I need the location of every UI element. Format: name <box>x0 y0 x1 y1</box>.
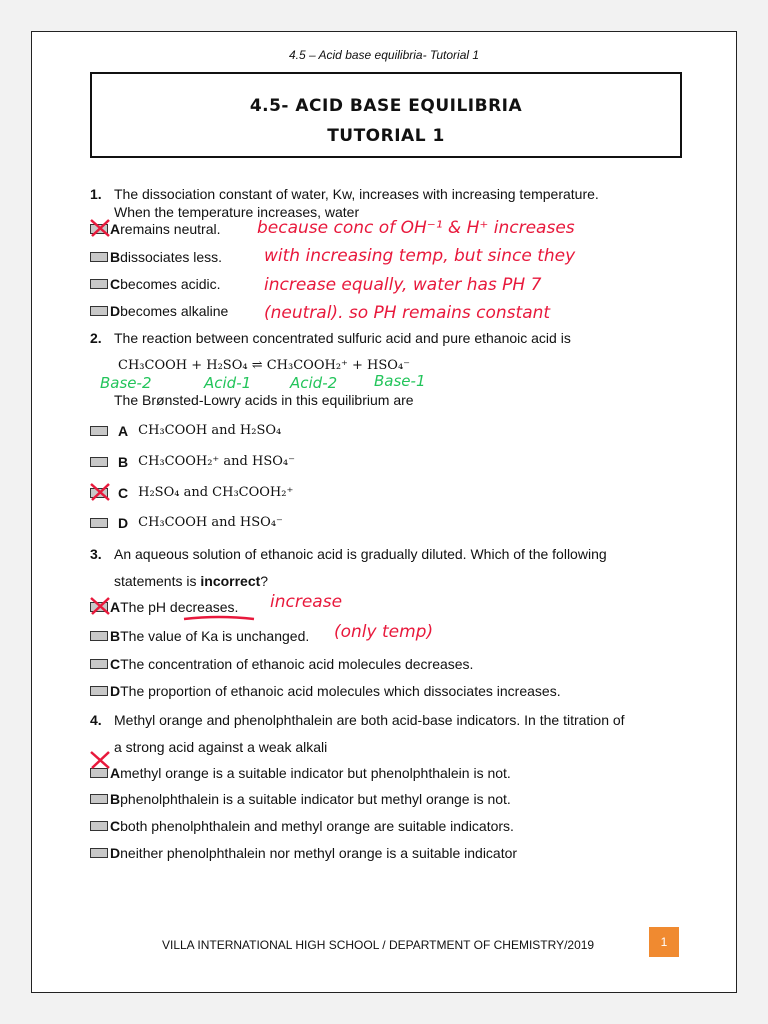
checkbox-icon[interactable] <box>90 821 108 831</box>
q4-number: 4. <box>90 712 102 728</box>
q1-option-b[interactable]: B dissociates less. <box>90 248 222 266</box>
checkbox-icon[interactable] <box>90 279 108 289</box>
checkbox-icon[interactable] <box>90 518 108 528</box>
handwritten-note-line3: increase equally, water has PH 7 <box>264 275 542 295</box>
q4-option-a[interactable]: A methyl orange is a suitable indicator but phenolphthalein is not. <box>90 764 511 782</box>
q3-number: 3. <box>90 546 102 562</box>
handwritten-note-line1: because conc of OH⁻¹ & H⁺ increases <box>257 218 575 238</box>
handwritten-note-line2: with increasing temp, but since they <box>264 246 576 266</box>
q1-number: 1. <box>90 186 102 202</box>
handwritten-note-increase: increase <box>270 592 343 612</box>
page-number-badge: 1 <box>649 927 679 957</box>
cross-mark-icon <box>89 482 111 502</box>
q3-text-line1: An aqueous solution of ethanoic acid is gradually diluted. Which of the following <box>114 546 607 562</box>
q2-text-line2: The Brønsted-Lowry acids in this equilibrium are <box>114 392 414 408</box>
checkbox-icon[interactable] <box>90 252 108 262</box>
q1-option-c[interactable]: C becomes acidic. <box>90 275 221 293</box>
q4-option-c[interactable]: C both phenolphthalein and methyl orange are suitable indicators. <box>90 817 514 835</box>
checkbox-icon[interactable] <box>90 794 108 804</box>
label-base-1: Base-1 <box>374 372 426 390</box>
q4-text-line1: Methyl orange and phenolphthalein are both acid-base indicators. In the titration of <box>114 712 625 728</box>
running-header: 4.5 – Acid base equilibria- Tutorial 1 <box>288 48 480 62</box>
checkbox-icon[interactable] <box>90 631 108 641</box>
q2-equation: CH₃COOH + H₂SO₄ ⇌ CH₃COOH₂⁺ + HSO₄⁻ <box>118 358 411 373</box>
checkbox-icon[interactable] <box>90 848 108 858</box>
checkbox-icon[interactable] <box>90 426 108 436</box>
title-box <box>90 72 682 158</box>
cross-mark-icon <box>89 596 111 616</box>
checkbox-icon[interactable] <box>90 457 108 467</box>
q4-text-line2: a strong acid against a weak alkali <box>114 739 328 755</box>
cross-mark-icon <box>89 218 111 238</box>
handwritten-note-only-temp: (only temp) <box>334 622 434 642</box>
q1-option-d[interactable]: D becomes alkaline <box>90 302 228 320</box>
footer-text: VILLA INTERNATIONAL HIGH SCHOOL / DEPARTMENT OF CHEMISTRY/2019 <box>162 938 595 952</box>
checkbox-icon[interactable] <box>90 686 108 696</box>
q2-option-d[interactable]: D CH₃COOH and HSO₄⁻ <box>90 514 283 532</box>
title-line-1: 4.5- ACID BASE EQUILIBRIA <box>249 96 523 116</box>
q1-option-a[interactable]: A remains neutral. <box>90 220 221 238</box>
handwritten-note-line4: (neutral). so PH remains constant <box>264 303 551 323</box>
q2-text: The reaction between concentrated sulfuric acid and pure ethanoic acid is <box>114 330 571 346</box>
q2-option-b[interactable]: B CH₃COOH₂⁺ and HSO₄⁻ <box>90 453 295 471</box>
document-page <box>31 31 737 993</box>
q4-option-b[interactable]: B phenolphthalein is a suitable indicator but methyl orange is not. <box>90 790 511 808</box>
q3-option-c[interactable]: C The concentration of ethanoic acid molecules decreases. <box>90 655 473 673</box>
label-acid-1: Acid-1 <box>204 374 252 392</box>
q4-option-d[interactable]: D neither phenolphthalein nor methyl orange is a suitable indicator <box>90 844 517 862</box>
q1-text-line2: When the temperature increases, water <box>114 204 360 220</box>
q2-option-c[interactable]: C H₂SO₄ and CH₃COOH₂⁺ <box>90 484 293 502</box>
title-line-2: TUTORIAL 1 <box>327 126 445 146</box>
q2-option-a[interactable]: A CH₃COOH and H₂SO₄ <box>90 422 281 440</box>
q1-text-line1: The dissociation constant of water, Kw, increases with increasing temperature. <box>114 186 599 202</box>
q3-option-b[interactable]: B The value of Ka is unchanged. <box>90 627 309 645</box>
underline-mark-icon <box>182 614 256 622</box>
label-acid-2: Acid-2 <box>290 374 338 392</box>
checkbox-icon[interactable] <box>90 306 108 316</box>
label-base-2: Base-2 <box>100 374 152 392</box>
cross-mark-icon <box>89 750 111 770</box>
q3-option-d[interactable]: D The proportion of ethanoic acid molecules which dissociates increases. <box>90 682 561 700</box>
q3-option-a[interactable]: A The pH decreases. <box>90 598 238 616</box>
q2-number: 2. <box>90 330 102 346</box>
q3-text-line2: statements is incorrect? <box>114 573 269 589</box>
checkbox-icon[interactable] <box>90 659 108 669</box>
